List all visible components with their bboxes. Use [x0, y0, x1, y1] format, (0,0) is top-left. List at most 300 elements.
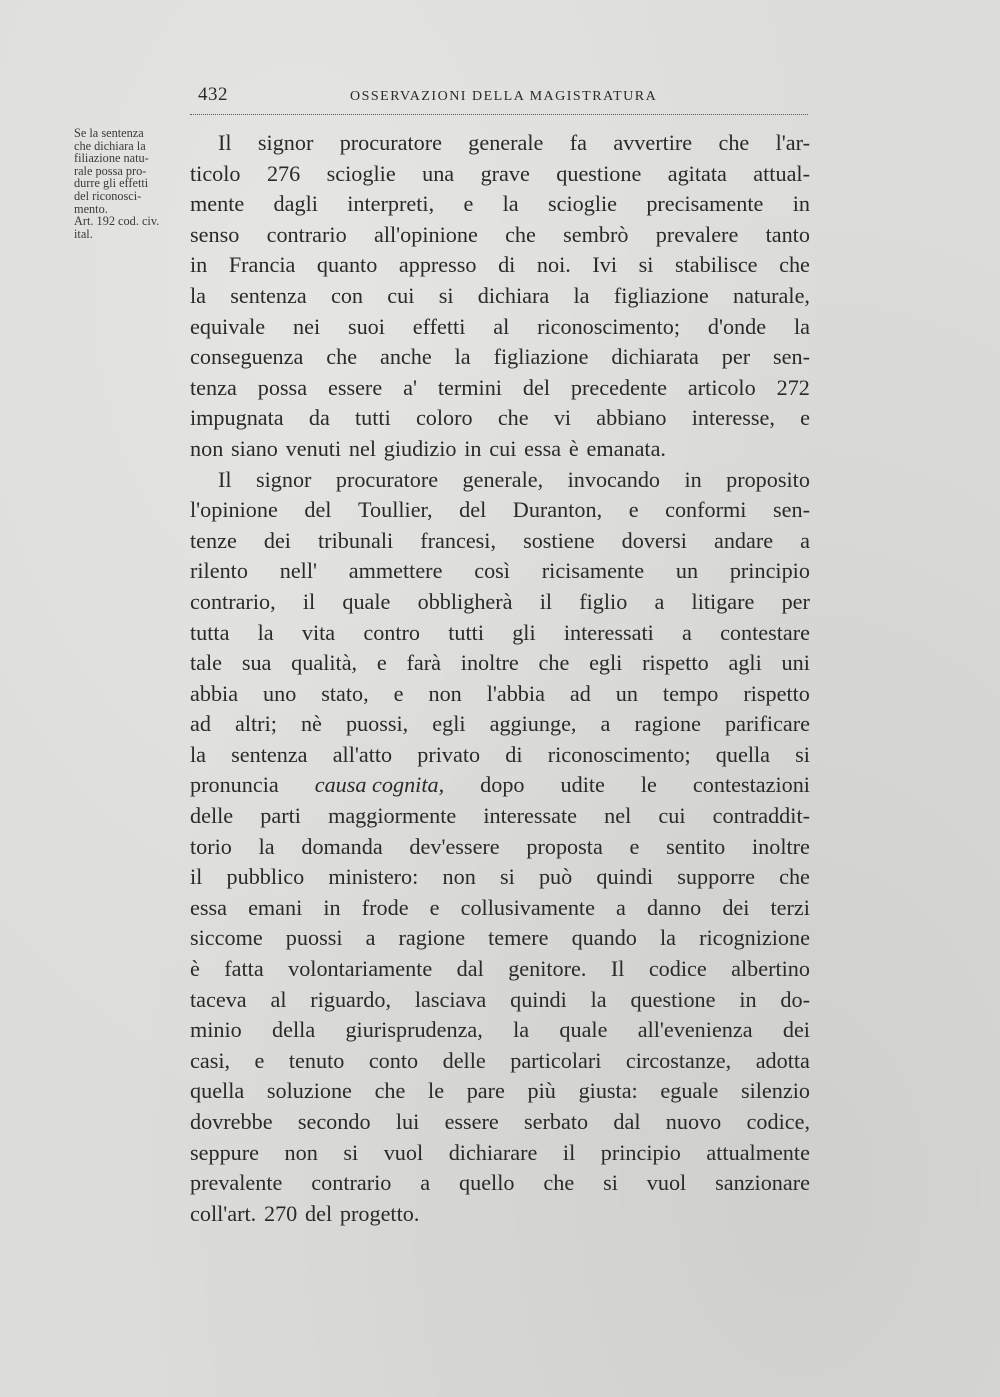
word: si — [499, 864, 515, 890]
word: tempo — [662, 680, 719, 706]
word: si — [795, 741, 810, 767]
word: agitata — [667, 160, 727, 186]
text-line — [190, 1046, 810, 1077]
word: uni — [781, 650, 810, 676]
word: silenzio — [740, 1078, 810, 1104]
text-line — [190, 770, 810, 801]
word: pare — [466, 1078, 505, 1104]
word: a — [600, 711, 611, 737]
word: altri; — [235, 711, 277, 737]
word: la — [659, 925, 676, 951]
word: l'abbia — [486, 680, 545, 706]
text-line — [190, 923, 810, 954]
word: e — [376, 650, 387, 676]
word: generale — [468, 130, 544, 155]
text-line — [190, 1168, 810, 1199]
word: al — [493, 313, 510, 339]
word: contro — [363, 619, 421, 645]
word: riconoscimento; — [537, 313, 681, 339]
word: abbiano — [596, 405, 667, 431]
word: a — [616, 894, 626, 920]
running-head: OSSERVAZIONI DELLA MAGISTRATURA — [350, 89, 658, 104]
word: Duranton, — [512, 497, 603, 523]
word: egli — [589, 650, 623, 676]
word: fatta — [224, 956, 264, 982]
word: suoi — [347, 313, 385, 339]
word: la — [190, 741, 207, 767]
word: per — [721, 344, 751, 370]
word: è — [568, 435, 579, 461]
word: contraddit- — [712, 803, 810, 829]
word: nel — [604, 803, 632, 829]
text-line — [190, 954, 810, 985]
word: conseguenza — [190, 344, 304, 370]
word: che — [779, 252, 810, 278]
word: sembrò — [563, 221, 629, 247]
word: udite — [560, 772, 605, 798]
word: doversi — [621, 527, 687, 553]
margin-note-line: ital. — [74, 226, 93, 241]
word: a — [365, 925, 376, 951]
word: dei — [722, 894, 750, 920]
word: generale, — [462, 466, 544, 492]
word: puossi, — [345, 711, 409, 737]
word: quindi — [596, 864, 654, 890]
word: che — [497, 405, 529, 431]
word: quindi — [510, 986, 567, 1012]
word: sostiene — [523, 527, 595, 553]
word: un — [615, 680, 638, 706]
word: essere — [444, 1109, 499, 1134]
word: riguardo, — [310, 986, 392, 1012]
word: attual- — [753, 160, 810, 186]
word: all'atto — [332, 741, 393, 767]
word: l'ar- — [775, 130, 810, 155]
word: quella — [715, 741, 770, 767]
word: 270 — [263, 1200, 298, 1226]
word: circostanze, — [625, 1047, 732, 1073]
word: siano — [231, 435, 278, 461]
text-line — [190, 250, 810, 281]
word: genitore. — [508, 956, 587, 982]
word: inoltre — [751, 833, 810, 859]
word: di — [498, 252, 516, 278]
word: parti — [260, 803, 301, 829]
word: si — [603, 1170, 618, 1196]
word: attualmente — [706, 1139, 810, 1165]
word: a — [654, 588, 665, 614]
word: ricisamente — [541, 558, 645, 584]
word: appresso — [398, 252, 477, 278]
word: dichiarare — [448, 1139, 538, 1165]
word: aggiunge, — [489, 711, 577, 737]
word: sanzionare — [715, 1170, 810, 1196]
page-header — [190, 84, 808, 114]
word: sen- — [773, 497, 810, 523]
word: figliazione — [493, 344, 589, 370]
word: tanto — [765, 221, 810, 247]
word: possa — [257, 374, 308, 400]
word: dev'essere — [409, 833, 500, 859]
word: le — [428, 1078, 445, 1104]
word: per — [781, 588, 810, 614]
word: tenza — [190, 374, 237, 400]
word: rilento — [190, 558, 248, 584]
word: vi — [553, 405, 572, 431]
word: del — [304, 497, 332, 523]
word: procuratore — [339, 130, 442, 155]
word: soluzione — [266, 1078, 352, 1104]
word: Il — [218, 466, 232, 492]
word: parificare — [725, 711, 810, 737]
word: a — [800, 527, 810, 553]
word: tenuto — [288, 1047, 345, 1073]
text-line — [190, 159, 810, 190]
word: che — [538, 650, 570, 676]
word: in — [464, 435, 482, 461]
word: e — [254, 1047, 265, 1073]
word: quello — [459, 1170, 515, 1196]
header-rule — [190, 114, 808, 115]
word: Ivi — [592, 252, 618, 278]
text-line — [190, 648, 810, 679]
word: codice, — [746, 1109, 810, 1134]
word: dovrebbe — [190, 1109, 273, 1134]
word: la — [502, 191, 519, 217]
word: ticolo — [190, 160, 241, 186]
word: sentenza — [230, 282, 307, 308]
text-line — [190, 434, 810, 465]
word: il — [562, 1139, 576, 1165]
word: questione — [556, 160, 642, 186]
word: che — [718, 130, 750, 155]
text-line — [190, 618, 810, 649]
word: seppure — [190, 1139, 260, 1165]
word: la — [190, 282, 207, 308]
word: privato — [417, 741, 481, 767]
word: all'opinione — [373, 221, 478, 247]
word: prevalente — [190, 1170, 283, 1196]
word: naturale, — [732, 282, 810, 308]
word: contrario — [311, 1170, 392, 1196]
word: contrario — [266, 221, 347, 247]
word: essere — [327, 374, 383, 400]
word: dopo — [480, 772, 525, 798]
margin-note — [74, 127, 186, 240]
margin-note-line: del riconosci- — [74, 188, 142, 203]
word: abbia — [190, 680, 239, 706]
word: da — [308, 405, 330, 431]
word: di — [505, 741, 523, 767]
word: non — [442, 864, 476, 890]
word: a — [420, 1170, 431, 1196]
word: cui — [489, 435, 517, 461]
word: farà — [406, 650, 442, 676]
word: contrario, — [190, 588, 276, 614]
word: uno — [263, 680, 297, 706]
word: emani — [248, 894, 303, 920]
word: figlio — [579, 588, 628, 614]
text-line — [190, 373, 810, 404]
word: sentito — [666, 833, 726, 859]
word: volontariamente — [288, 956, 433, 982]
word: non — [284, 1139, 318, 1165]
word: quale — [342, 588, 391, 614]
word: scioglie — [326, 160, 396, 186]
word: dal — [613, 1109, 641, 1134]
word: con — [330, 282, 364, 308]
word: del — [305, 1200, 333, 1226]
word: 272 — [776, 374, 810, 400]
word: a — [682, 619, 692, 645]
word: codice — [648, 956, 707, 982]
word: in — [323, 894, 341, 920]
word: progetto. — [339, 1200, 420, 1226]
word: taceva — [190, 986, 247, 1012]
text-line — [190, 220, 810, 251]
word: principio — [729, 558, 810, 584]
word: proposta — [526, 833, 603, 859]
word: dei — [782, 1017, 810, 1043]
word: venuti — [285, 435, 342, 461]
word: tenze — [190, 527, 237, 553]
text-line — [190, 1199, 810, 1230]
word: agli — [728, 650, 762, 676]
word: una — [422, 160, 455, 186]
word: do- — [780, 986, 810, 1012]
word: della — [272, 1017, 316, 1043]
word: giurisprudenza, — [345, 1017, 483, 1043]
text-line — [190, 709, 810, 740]
text-line — [190, 1015, 810, 1046]
word: dichiarata — [611, 344, 699, 370]
word: il — [539, 588, 553, 614]
word: procuratore — [335, 466, 439, 492]
word: in — [792, 191, 810, 217]
text-line — [190, 465, 810, 496]
word: può — [538, 864, 573, 890]
word: il — [302, 588, 316, 614]
text-line — [190, 1107, 810, 1138]
word: egli — [432, 711, 466, 737]
word: ministero: — [328, 864, 419, 890]
word: Il — [610, 956, 625, 982]
word: precisamente — [646, 191, 764, 217]
word: sentenza — [231, 741, 308, 767]
page-number: 432 — [198, 84, 228, 105]
word: eguale — [660, 1078, 719, 1104]
word: pubblico — [226, 864, 305, 890]
word: ad — [190, 711, 211, 737]
word: vita — [301, 619, 336, 645]
margin-note-line: durre gli effetti — [74, 176, 149, 191]
word: ragione — [398, 925, 466, 951]
word: la — [513, 1017, 530, 1043]
word: particolari — [510, 1047, 602, 1073]
word: la — [257, 619, 274, 645]
word: albertino — [731, 956, 810, 982]
word: termini — [437, 374, 502, 400]
word: conformi — [665, 497, 747, 523]
word: vuol — [383, 1139, 424, 1165]
word: d'onde — [707, 313, 767, 339]
word: nel — [348, 435, 376, 461]
word: puossi — [285, 925, 343, 951]
text-line — [190, 1138, 810, 1169]
word: in — [190, 252, 208, 278]
word: in — [739, 986, 757, 1012]
word: la — [573, 282, 590, 308]
word: tutta — [190, 619, 230, 645]
word: delle — [442, 1047, 486, 1073]
word: che — [543, 1170, 575, 1196]
word: supporre — [677, 864, 755, 890]
word: temere — [488, 925, 549, 951]
margin-note-line: che dichiara la — [74, 138, 146, 153]
word: casi, — [190, 1047, 231, 1073]
margin-note-line: rale possa pro- — [74, 163, 147, 178]
word: avvertire — [613, 130, 693, 155]
word: cui — [387, 282, 415, 308]
word: che — [326, 344, 358, 370]
text-line — [190, 893, 810, 924]
text-line — [190, 862, 810, 893]
word: minio — [190, 1017, 242, 1043]
word: non — [190, 435, 224, 461]
word: proposito — [726, 466, 810, 492]
word: contestare — [720, 619, 810, 645]
word: e — [393, 680, 404, 706]
word: dichiara — [477, 282, 550, 308]
word: dagli — [273, 191, 318, 217]
word: domanda — [301, 833, 383, 859]
word: al — [270, 986, 287, 1012]
word: rispetto — [642, 650, 709, 676]
word: interpreti, — [347, 191, 435, 217]
word: del — [522, 374, 550, 400]
word: interessati — [563, 619, 654, 645]
word: serbato — [524, 1109, 589, 1134]
word: è — [190, 956, 200, 982]
word: dal — [456, 956, 484, 982]
word: questione — [630, 986, 716, 1012]
word: qualità, — [291, 650, 358, 676]
word: litigare — [691, 588, 755, 614]
word: senso — [190, 221, 240, 247]
margin-note-line: filiazione natu- — [74, 151, 149, 166]
word: e — [628, 497, 639, 523]
word: che — [779, 864, 810, 890]
word: terzi — [770, 894, 810, 920]
word: secondo — [297, 1109, 371, 1134]
text-line — [190, 679, 810, 710]
word: Il — [218, 130, 232, 155]
word: nè — [300, 711, 322, 737]
word: la — [793, 313, 810, 339]
word: pronuncia — [190, 772, 279, 798]
text-line — [190, 587, 810, 618]
word: danno — [646, 894, 702, 920]
text-line — [190, 403, 810, 434]
word: nuovo — [665, 1109, 722, 1134]
word: nell' — [279, 558, 317, 584]
word: tale — [190, 650, 223, 676]
word: quanto — [316, 252, 378, 278]
word: in — [684, 466, 702, 492]
word: e — [629, 833, 640, 859]
word: precedente — [570, 374, 667, 400]
word: interesse, — [691, 405, 775, 431]
word: gli — [512, 619, 536, 645]
word: obbligherà — [417, 588, 513, 614]
text-line — [190, 128, 810, 159]
word: la — [454, 344, 471, 370]
word: adotta — [755, 1047, 810, 1073]
word: sen- — [773, 344, 810, 370]
text-line — [190, 281, 810, 312]
word: anche — [379, 344, 432, 370]
word: rispetto — [743, 680, 810, 706]
word: tribunali — [318, 527, 394, 553]
text-line — [190, 189, 810, 220]
word: lui — [395, 1109, 420, 1134]
word: essa — [190, 894, 227, 920]
word: francesi, — [420, 527, 497, 553]
word: più — [527, 1078, 556, 1104]
margin-note-line: mento. — [74, 201, 108, 216]
margin-note-line: Se la sentenza — [74, 126, 144, 140]
word: tutti — [355, 405, 391, 431]
word: e — [800, 405, 810, 431]
word: un — [675, 558, 699, 584]
word: le — [640, 772, 657, 798]
word: si — [438, 282, 454, 308]
word: impugnata — [190, 405, 284, 431]
word: Toullier, — [358, 497, 433, 523]
word: inoltre — [460, 650, 519, 676]
word: figliazione — [613, 282, 709, 308]
word: mente — [190, 191, 245, 217]
word: coloro — [415, 405, 473, 431]
text-line — [190, 495, 810, 526]
body-text — [190, 128, 810, 1229]
word: ricognizione — [699, 925, 810, 951]
word: l'opinione — [190, 497, 278, 523]
word: la — [590, 986, 607, 1012]
word: noi. — [536, 252, 571, 278]
word: siccome — [190, 925, 263, 951]
word: quale — [559, 1017, 608, 1043]
word: riconoscimento; — [547, 741, 691, 767]
word: dei — [263, 527, 291, 553]
word: invocando — [567, 466, 661, 492]
word: principio — [600, 1139, 681, 1165]
word: maggiormente — [328, 803, 457, 829]
word: effetti — [412, 313, 466, 339]
word: frode — [361, 894, 409, 920]
word: conto — [368, 1047, 419, 1073]
word: nei — [293, 313, 321, 339]
margin-note-line: Art. 192 cod. civ. — [74, 214, 160, 229]
word: signor — [257, 130, 314, 155]
word: ad — [569, 680, 591, 706]
word: ammettere — [348, 558, 443, 584]
word: 276 — [266, 160, 301, 186]
text-line — [190, 801, 810, 832]
word: il — [190, 864, 203, 890]
text-line — [190, 312, 810, 343]
word: cui — [658, 803, 686, 829]
